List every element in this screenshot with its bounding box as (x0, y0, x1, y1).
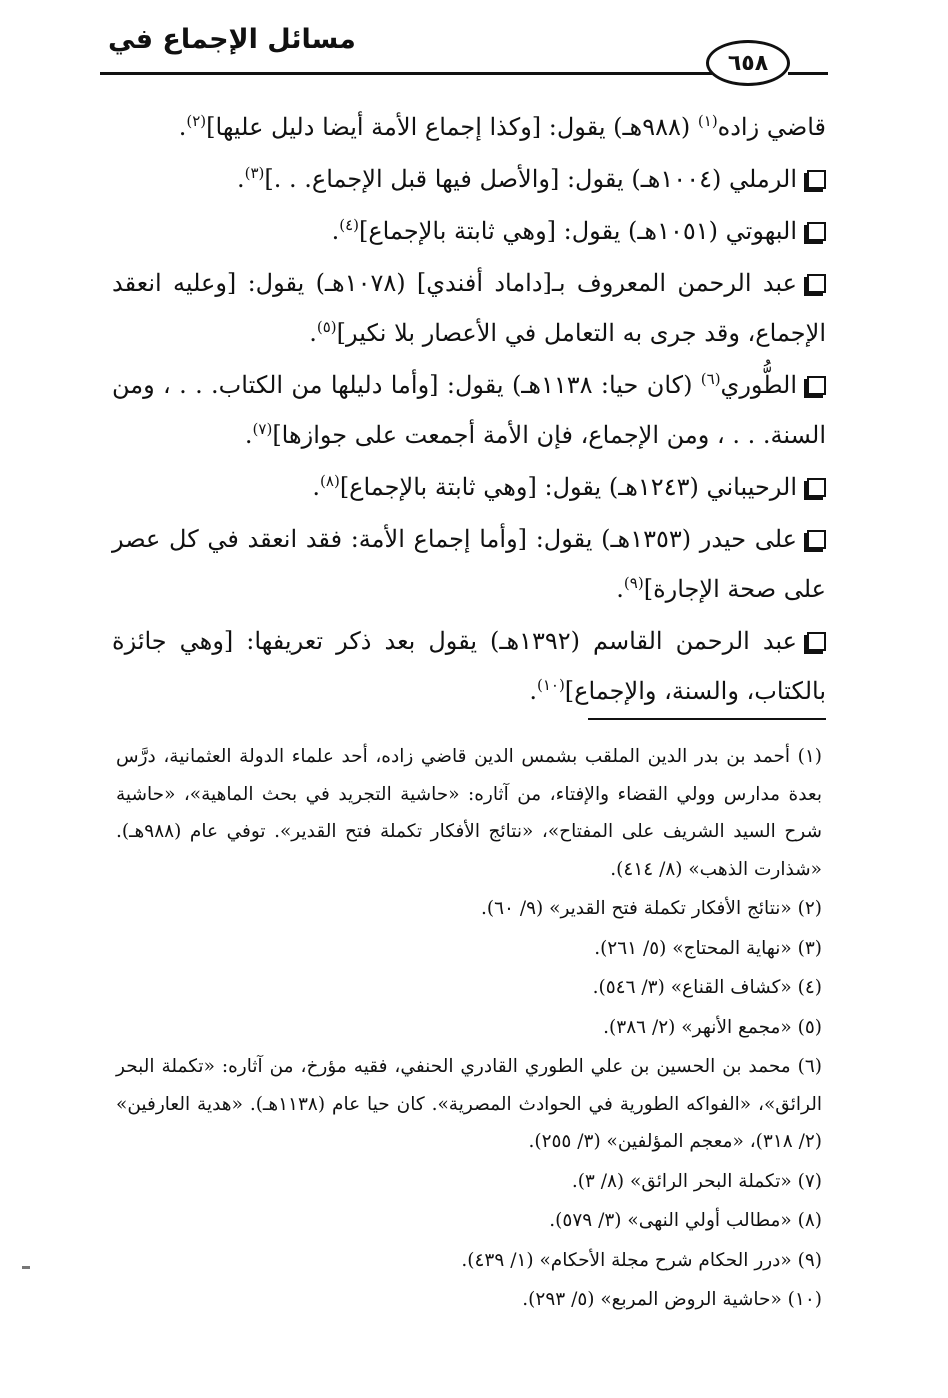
page-number: ٦٥٨ (727, 50, 769, 76)
paragraph-text: قاضي زاده (717, 113, 826, 141)
paragraph-text: الطُّوري (720, 371, 797, 399)
footnote-ref-9: (٩) (623, 574, 644, 592)
footnote-1: (١) أحمد بن بدر الدين الملقب بشمس الدين قاضي زاده، أحد علماء الدولة العثمانية، درَّس بعدة مدارس وولي القضاء والإفتاء، من آثاره: «حاشية التجريد في بحث الماهية»، «حاشية شرح السيد الشريف على المفتاح»، «نتائج الأفكار تكملة فتح القدير». توفي عام (٩٨٨هـ). «شذارت الذهب» (٨/ ٤١٤). (116, 746, 822, 880)
footnote-5: (٥) «مجمع الأنهر» (٢/ ٣٨٦). (603, 1016, 822, 1038)
footnote-8: (٨) «مطالب أولي النهى» (٣/ ٥٧٩). (549, 1210, 822, 1231)
footnote-ref-2: (٢) (186, 112, 207, 130)
paragraph-end: . (312, 473, 321, 501)
paragraph-end: . (331, 217, 340, 245)
footnote-ref-10: (١٠) (536, 676, 565, 694)
square-bullet-icon (807, 530, 826, 549)
paragraph-text: عبد الرحمن المعروف بـ[داماد أفندي] (١٠٧٨هـ) يقول: [وعليه انعقد الإجماع، وقد جرى به التعامل في الأعصار بلا نكير] (112, 269, 826, 347)
paragraph-text: الرحيباني (١٢٤٣هـ) يقول: [وهي ثابتة بالإجماع] (339, 473, 797, 501)
paragraph-qadi-zadeh (112, 102, 826, 152)
running-header-title: مسائل الإجماع في (108, 24, 356, 55)
footnote-ref-8: (٨) (320, 472, 340, 490)
square-bullet-icon (807, 170, 826, 189)
page-number-badge (706, 40, 790, 86)
footnotes (116, 738, 822, 1321)
paragraph-text: (٩٨٨هـ) يقول: [وكذا إجماع الأمة أيضا دليل عليها] (206, 113, 698, 141)
footnote-ref-1: (١) (697, 112, 718, 130)
footnote-6: (٦) محمد بن الحسين بن علي الطوري القادري الحنفي، فقيه مؤرخ، من آثاره: «تكملة البحر الرائق»، «الفواكه الطورية في الحوادث المصرية». كان حيا عام (١١٣٨هـ). «هدية العارفين» (٢/ ٣١٨)، «معجم المؤلفين» (٣/ ٢٥٥). (116, 1056, 822, 1152)
footnote-7: (٧) «تكملة البحر الرائق» (٨/ ٣). (571, 1170, 822, 1192)
footnote-ref-3: (٣) (244, 164, 265, 182)
square-bullet-icon (807, 274, 826, 293)
paragraph-damad-afandi (112, 258, 826, 358)
footnote-ref-4: (٤) (339, 216, 359, 234)
paragraph-text: (كان حيا: ١١٣٨هـ) يقول: [وأما دليلها من الكتاب. . . ، ومن السنة. . . ، ومن الإجماع، فإن الأمة أجمعت على جوازها] (112, 371, 826, 449)
header-rule (100, 72, 712, 75)
paragraph-end: . (309, 319, 317, 347)
footnote-ref-6: (٦) (700, 370, 721, 388)
paragraph-ruhaybani (112, 462, 826, 512)
square-bullet-icon (807, 478, 826, 497)
footnote-9: (٩) «درر الحكام شرح مجلة الأحكام» (١/ ٤٣٩). (461, 1249, 822, 1271)
paragraph-end: . (529, 677, 537, 705)
header-rule-right (788, 72, 828, 75)
paragraph-ramli (112, 154, 826, 204)
paragraph-turi (112, 360, 826, 460)
paragraph-buhuti (112, 206, 826, 256)
square-bullet-icon (807, 376, 826, 395)
footnote-2: (٢) «نتائج الأفكار تكملة فتح القدير» (٩/ ٦٠). (480, 898, 822, 919)
footnote-ref-7: (٧) (252, 420, 273, 438)
paragraph-end: . (178, 113, 187, 141)
paragraph-ali-haidar (112, 514, 826, 614)
footnote-ref-5: (٥) (316, 318, 337, 336)
paragraph-text: الرملي (١٠٠٤هـ) يقول: [والأصل فيها قبل الإجماع. . .] (264, 165, 797, 193)
main-text (112, 102, 826, 718)
paragraph-qasim (112, 616, 826, 716)
footnote-10: (١٠) «حاشية الروض المربع» (٥/ ٢٩٣). (522, 1289, 822, 1310)
square-bullet-icon (807, 222, 826, 241)
footnote-separator (588, 718, 826, 720)
footnote-3: (٣) «نهاية المحتاج» (٥/ ٢٦١). (594, 937, 822, 959)
paragraph-end: . (244, 421, 253, 449)
square-bullet-icon (807, 632, 826, 651)
paragraph-text: البهوتي (١٠٥١هـ) يقول: [وهي ثابتة بالإجماع] (358, 217, 797, 245)
scan-mark (22, 1266, 30, 1269)
paragraph-text: عبد الرحمن القاسم (١٣٩٢هـ) يقول بعد ذكر تعريفها: [وهي جائزة بالكتاب، والسنة، والإجماع] (112, 627, 826, 705)
paragraph-end: . (236, 165, 245, 193)
paragraph-end: . (616, 575, 624, 603)
footnote-4: (٤) «كشاف القناع» (٣/ ٥٤٦). (592, 977, 822, 998)
paragraph-text: على حيدر (١٣٥٣هـ) يقول: [وأما إجماع الأمة: فقد انعقد في كل عصر على صحة الإجارة] (112, 525, 826, 603)
